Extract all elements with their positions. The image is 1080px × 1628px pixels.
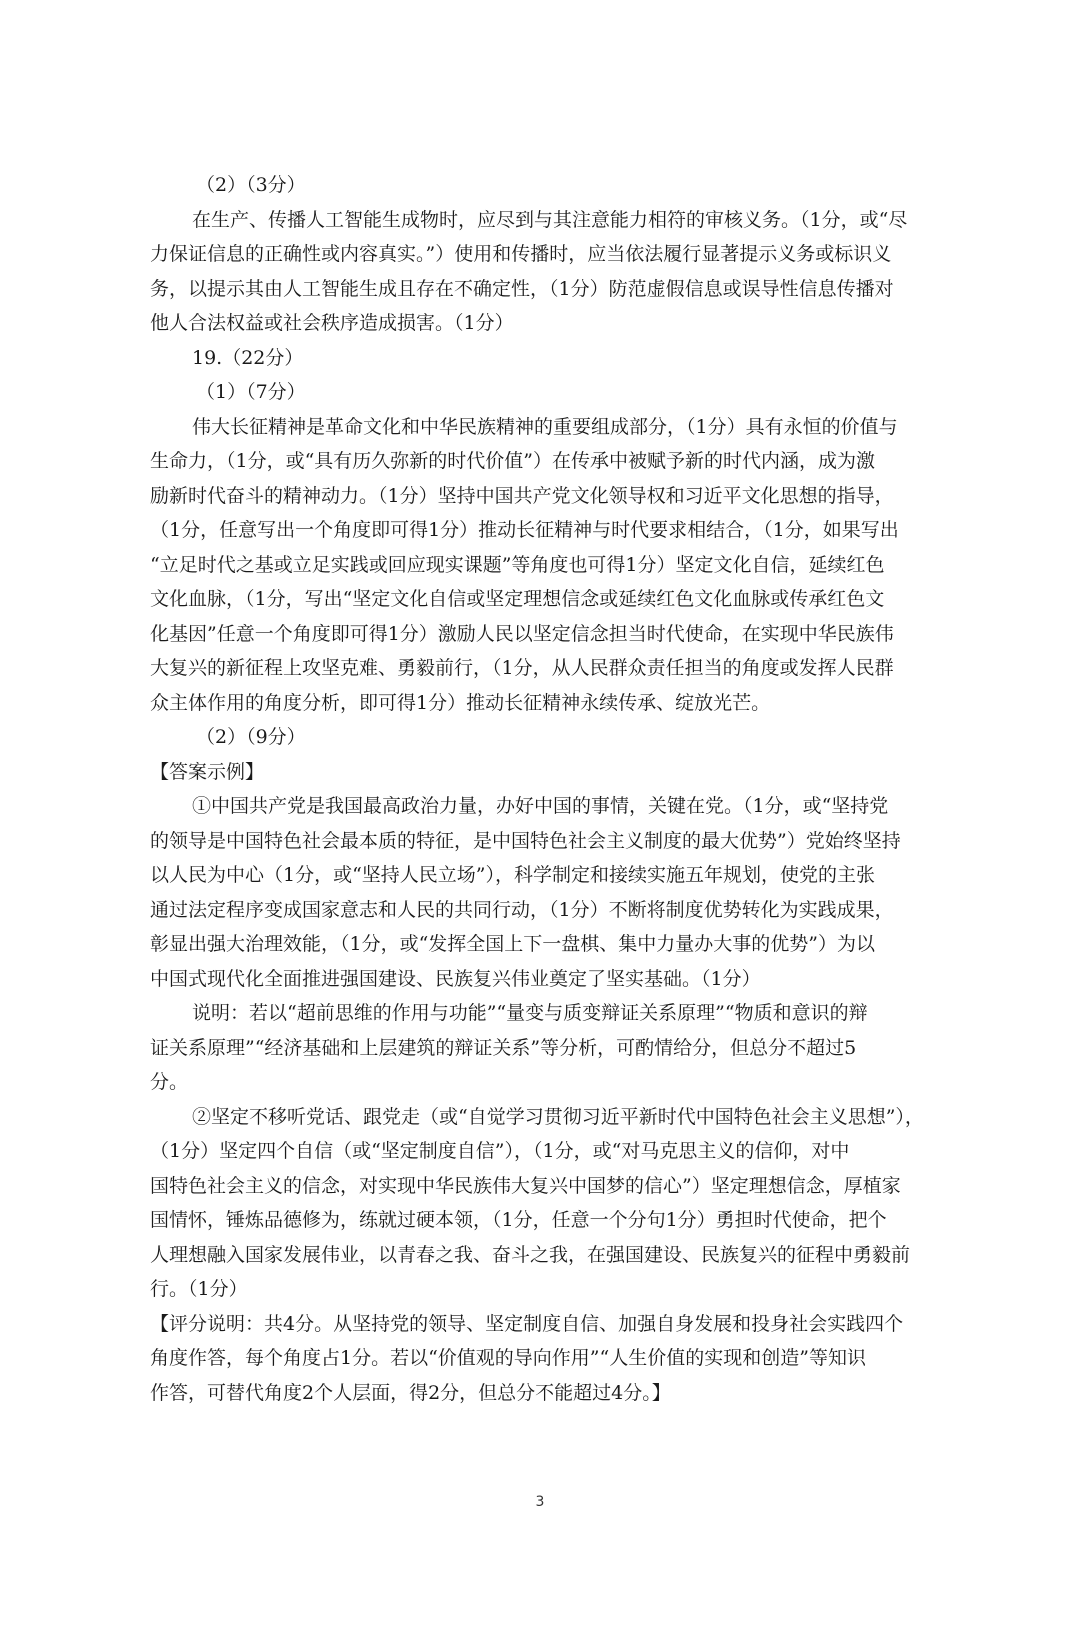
text-line: 角度作答，每个角度占1分。若以“价值观的导向作用”“人生价值的实现和创造”等知识	[150, 1347, 866, 1369]
text-line: （2）（3分）	[196, 174, 306, 196]
text-line: 他人合法权益或社会秩序造成损害。（1分）	[150, 312, 514, 334]
text-line: 务，以提示其由人工智能生成且存在不确定性，（1分）防范虚假信息或误导性信息传播对	[150, 277, 894, 300]
text-line: ②坚定不移听党话、跟党走（或“自觉学习贯彻习近平新时代中国特色社会主义思想”），	[192, 1105, 924, 1128]
text-line: 人理想融入国家发展伟业，以青春之我、奋斗之我，在强国建设、民族复兴的征程中勇毅前	[150, 1243, 911, 1266]
text-line: 国特色社会主义的信念，对实现中华民族伟大复兴中国梦的信心”）坚定理想信念，厚植家	[150, 1174, 901, 1197]
text-line: 分。	[150, 1071, 189, 1093]
text-line: 大复兴的新征程上攻坚克难、勇毅前行，（1分，从人民群众责任担当的角度或发挥人民群	[150, 657, 894, 679]
text-line: 行。（1分）	[150, 1278, 248, 1300]
text-line: 生命力，（1分，或“具有历久弥新的时代价值”）在传承中被赋予新的时代内涵，成为激	[150, 450, 876, 472]
text-line: 的领导是中国特色社会最本质的特征，是中国特色社会主义制度的最大优势”）党始终坚持	[150, 829, 901, 852]
text-line: 文化血脉，（1分，写出“坚定文化自信或坚定理想信念或延续红色文化血脉或传承红色文	[150, 588, 885, 610]
text-line: 伟大长征精神是革命文化和中华民族精神的重要组成部分，（1分）具有永恒的价值与	[192, 415, 898, 438]
text-line: （1分，任意写出一个角度即可得1分）推动长征精神与时代要求相结合，（1分，如果写出	[150, 519, 899, 541]
text-line: 19.（22分）	[192, 346, 304, 369]
text-line: （1）（7分）	[196, 381, 306, 403]
text-line: 力保证信息的正确性或内容真实。”）使用和传播时，应当依法履行显著提示义务或标识义	[150, 243, 892, 265]
text-line: 化基因”任意一个角度即可得1分）激励人民以坚定信念担当时代使命，在实现中华民族伟	[150, 622, 894, 645]
document-body	[150, 168, 940, 1410]
text-line: 中国式现代化全面推进强国建设、民族复兴伟业奠定了坚实基础。（1分）	[150, 967, 761, 990]
text-line: 作答，可替代角度2个人层面，得2分，但总分不能超过4分。】	[150, 1381, 671, 1404]
text-line: 国情怀，锤炼品德修为，练就过硬本领，（1分，任意一个分句1分）勇担时代使命，把个	[150, 1209, 887, 1231]
text-line: 彰显出强大治理效能，（1分，或“发挥全国上下一盘棋、集中力量办大事的优势”）为以	[150, 933, 876, 955]
text-line: 众主体作用的角度分析，即可得1分）推动长征精神永续传承、绽放光芒。	[150, 691, 771, 714]
text-line: 【评分说明：共4分。从坚持党的领导、坚定制度自信、加强自身发展和投身社会实践四个	[150, 1312, 904, 1335]
page-number: 3	[535, 1494, 545, 1510]
text-line: 【答案示例】	[150, 760, 265, 783]
text-line: 在生产、传播人工智能生成物时，应尽到与其注意能力相符的审核义务。（1分，或“尽	[192, 208, 908, 231]
text-line: ①中国共产党是我国最高政治力量，办好中国的事情，关键在党。（1分，或“坚持党	[192, 795, 889, 817]
text-line: 证关系原理”“经济基础和上层建筑的辩证关系”等分析，可酌情给分，但总分不超过5	[150, 1036, 857, 1059]
text-line: （1分）坚定四个自信（或“坚定制度自信”），（1分，或“对马克思主义的信仰，对中	[150, 1140, 850, 1162]
text-line: 励新时代奋斗的精神动力。（1分）坚持中国共产党文化领导权和习近平文化思想的指导，	[150, 484, 894, 507]
text-line: （2）（9分）	[196, 726, 306, 748]
text-line: 说明：若以“超前思维的作用与功能”“量变与质变辩证关系原理”“物质和意识的辩	[192, 1002, 868, 1024]
text-line: “立足时代之基或立足实践或回应现实课题”等角度也可得1分）坚定文化自信，延续红色	[150, 553, 885, 576]
text-line: 以人民为中心（1分，或“坚持人民立场”），科学制定和接续实施五年规划，使党的主张	[150, 864, 876, 886]
text-line: 通过法定程序变成国家意志和人民的共同行动，（1分）不断将制度优势转化为实践成果，	[150, 898, 894, 921]
